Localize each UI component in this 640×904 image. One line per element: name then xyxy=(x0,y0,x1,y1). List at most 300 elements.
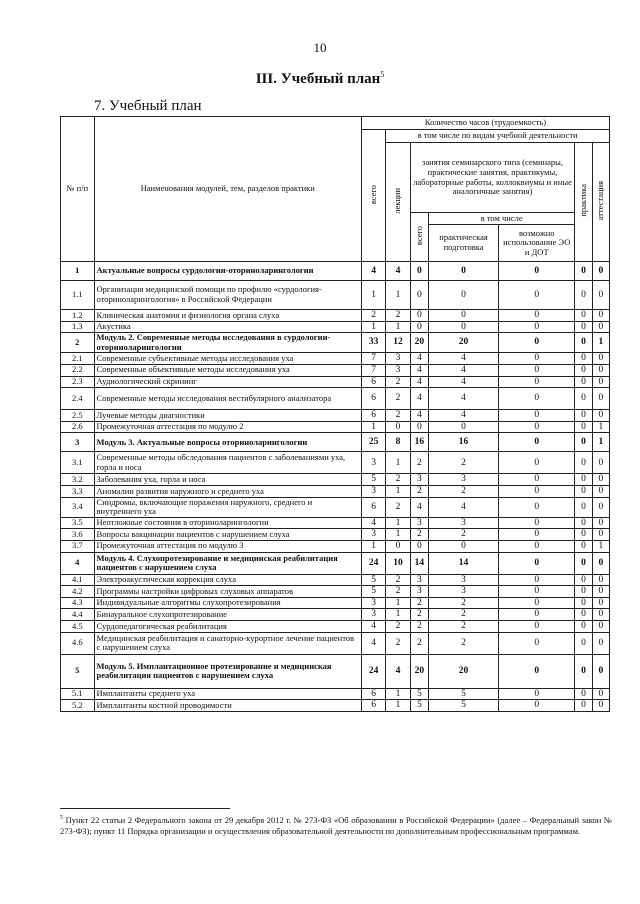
header-attestation-text: аттестация xyxy=(595,181,606,221)
cell-lec: 4 xyxy=(386,262,410,281)
cell-eo: 0 xyxy=(499,281,575,310)
cell-prac: 4 xyxy=(428,410,498,422)
cell-prac: 5 xyxy=(428,688,498,700)
cell-pr: 0 xyxy=(575,376,592,388)
cell-name: Модуль 5. Имплантационное протезирование и медицинская реабилитация пациентов с нарушением слуха xyxy=(94,654,361,688)
cell-n: 2.4 xyxy=(61,388,95,410)
cell-att: 0 xyxy=(592,281,609,310)
cell-prac: 4 xyxy=(428,364,498,376)
cell-lec: 1 xyxy=(386,452,410,474)
cell-lec: 1 xyxy=(386,597,410,609)
cell-name: Электроакустическая коррекция слуха xyxy=(94,574,361,586)
cell-pr: 0 xyxy=(575,353,592,365)
cell-n: 1 xyxy=(61,262,95,281)
cell-att: 1 xyxy=(592,540,609,552)
footnote-mark: 5 xyxy=(380,70,385,79)
cell-total: 3 xyxy=(361,609,385,621)
header-name: Наименования модулей, тем, разделов практики xyxy=(94,117,361,262)
cell-att: 0 xyxy=(592,621,609,633)
cell-lec: 3 xyxy=(386,353,410,365)
cell-eo: 0 xyxy=(499,410,575,422)
cell-total: 3 xyxy=(361,486,385,498)
cell-name: Современные методы обследования пациентов с заболеваниями уха, горла и носа xyxy=(94,452,361,474)
cell-eo: 0 xyxy=(499,700,575,712)
cell-eo: 0 xyxy=(499,333,575,353)
cell-prac: 2 xyxy=(428,452,498,474)
cell-n: 1.1 xyxy=(61,281,95,310)
cell-eo: 0 xyxy=(499,364,575,376)
cell-total: 4 xyxy=(361,621,385,633)
cell-n: 2.2 xyxy=(61,364,95,376)
header-sem-total xyxy=(410,213,428,262)
table-row xyxy=(61,529,610,541)
cell-lec: 12 xyxy=(386,333,410,353)
cell-lec: 1 xyxy=(386,281,410,310)
cell-n: 5.1 xyxy=(61,688,95,700)
header-lectures xyxy=(386,143,410,262)
cell-prac: 2 xyxy=(428,621,498,633)
table-row xyxy=(61,609,610,621)
header-eo-dot: возможно использование ЭО и ДОТ xyxy=(499,225,575,262)
cell-prac: 14 xyxy=(428,552,498,574)
cell-prac: 3 xyxy=(428,586,498,598)
table-body xyxy=(61,262,610,712)
cell-sem: 4 xyxy=(410,376,428,388)
cell-eo: 0 xyxy=(499,421,575,433)
cell-name: Аномалии развития наружного и среднего уха xyxy=(94,486,361,498)
header-hours: Количество часов (трудоемкость) xyxy=(361,117,609,130)
cell-name: Бинауральное слухопротезирование xyxy=(94,609,361,621)
cell-prac: 5 xyxy=(428,700,498,712)
table-row xyxy=(61,517,610,529)
cell-pr: 0 xyxy=(575,654,592,688)
cell-lec: 1 xyxy=(386,529,410,541)
cell-n: 2.3 xyxy=(61,376,95,388)
header-num: № п/п xyxy=(61,117,95,262)
cell-name: Клиническая анатомия и физиология органа слуха xyxy=(94,310,361,322)
cell-lec: 2 xyxy=(386,474,410,486)
table-row xyxy=(61,388,610,410)
cell-eo: 0 xyxy=(499,433,575,452)
table-row xyxy=(61,376,610,388)
cell-att: 0 xyxy=(592,632,609,654)
cell-att: 1 xyxy=(592,433,609,452)
header-sem-total-text: всего xyxy=(413,226,424,246)
cell-prac: 0 xyxy=(428,421,498,433)
cell-sem: 0 xyxy=(410,262,428,281)
cell-lec: 8 xyxy=(386,433,410,452)
cell-pr: 0 xyxy=(575,609,592,621)
table-row xyxy=(61,321,610,333)
cell-pr: 0 xyxy=(575,262,592,281)
cell-name: Модуль 4. Слухопротезирование и медицинская реабилитация пациентов с нарушением слуха xyxy=(94,552,361,574)
cell-pr: 0 xyxy=(575,529,592,541)
cell-pr: 0 xyxy=(575,688,592,700)
cell-pr: 0 xyxy=(575,333,592,353)
cell-name: Современные методы исследования вестибулярного анализатора xyxy=(94,388,361,410)
cell-total: 1 xyxy=(361,321,385,333)
footnote-text: Пункт 22 статьи 2 Федерального закона от 29 декабря 2012 г. № 273-ФЗ «Об образовании в Российской Федерации» (далее – Федеральный закон № 273-ФЗ); пункт 11 Порядка организации и осуществления образовательной деятельности по дополнительным профессиональным программам. xyxy=(60,814,612,837)
cell-total: 24 xyxy=(361,552,385,574)
cell-name: Программы настройки цифровых слуховых аппаратов xyxy=(94,586,361,598)
cell-eo: 0 xyxy=(499,452,575,474)
cell-sem: 3 xyxy=(410,586,428,598)
cell-att: 0 xyxy=(592,497,609,517)
cell-lec: 4 xyxy=(386,654,410,688)
cell-eo: 0 xyxy=(499,310,575,322)
cell-att: 0 xyxy=(592,700,609,712)
cell-prac: 20 xyxy=(428,654,498,688)
cell-name: Неотложные состояния в оториноларингологии xyxy=(94,517,361,529)
cell-total: 7 xyxy=(361,353,385,365)
cell-att: 0 xyxy=(592,517,609,529)
header-seminar: занятия семинарского типа (семинары, практические занятия, практикумы, лабораторные работы, коллоквиумы и иные аналогичные занятия) xyxy=(410,143,575,213)
cell-name: Вопросы вакцинации пациентов с нарушением слуха xyxy=(94,529,361,541)
cell-lec: 1 xyxy=(386,486,410,498)
footnote-mark-ref: 5 xyxy=(60,815,63,821)
cell-pr: 0 xyxy=(575,586,592,598)
header-practice-text: практика xyxy=(577,184,588,218)
cell-lec: 1 xyxy=(386,700,410,712)
cell-eo: 0 xyxy=(499,586,575,598)
cell-att: 0 xyxy=(592,688,609,700)
cell-att: 0 xyxy=(592,552,609,574)
cell-eo: 0 xyxy=(499,388,575,410)
footnote xyxy=(60,814,612,838)
cell-prac: 3 xyxy=(428,517,498,529)
cell-eo: 0 xyxy=(499,609,575,621)
cell-n: 3.2 xyxy=(61,474,95,486)
cell-sem: 4 xyxy=(410,388,428,410)
table-row xyxy=(61,281,610,310)
cell-total: 24 xyxy=(361,654,385,688)
cell-att: 0 xyxy=(592,609,609,621)
cell-sem: 20 xyxy=(410,654,428,688)
cell-prac: 2 xyxy=(428,609,498,621)
table-row xyxy=(61,574,610,586)
cell-prac: 2 xyxy=(428,632,498,654)
cell-total: 6 xyxy=(361,410,385,422)
module-row xyxy=(61,333,610,353)
cell-n: 5 xyxy=(61,654,95,688)
cell-sem: 4 xyxy=(410,410,428,422)
cell-att: 0 xyxy=(592,529,609,541)
cell-total: 6 xyxy=(361,376,385,388)
cell-total: 5 xyxy=(361,474,385,486)
header-total-text: всего xyxy=(367,184,378,204)
cell-eo: 0 xyxy=(499,540,575,552)
cell-att: 0 xyxy=(592,262,609,281)
cell-pr: 0 xyxy=(575,410,592,422)
footnote-divider xyxy=(60,808,230,809)
cell-prac: 0 xyxy=(428,262,498,281)
cell-lec: 1 xyxy=(386,517,410,529)
cell-att: 0 xyxy=(592,376,609,388)
cell-sem: 2 xyxy=(410,609,428,621)
cell-eo: 0 xyxy=(499,353,575,365)
cell-pr: 0 xyxy=(575,497,592,517)
cell-lec: 1 xyxy=(386,609,410,621)
table-row xyxy=(61,452,610,474)
cell-eo: 0 xyxy=(499,688,575,700)
cell-sem: 5 xyxy=(410,688,428,700)
cell-name: Заболевания уха, горла и носа xyxy=(94,474,361,486)
cell-eo: 0 xyxy=(499,262,575,281)
cell-lec: 1 xyxy=(386,688,410,700)
cell-lec: 2 xyxy=(386,376,410,388)
cell-eo: 0 xyxy=(499,654,575,688)
cell-name: Современные субъективные методы исследования уха xyxy=(94,353,361,365)
cell-prac: 3 xyxy=(428,574,498,586)
cell-prac: 2 xyxy=(428,486,498,498)
cell-n: 4.2 xyxy=(61,586,95,598)
cell-name: Лучевые методы диагностики xyxy=(94,410,361,422)
cell-att: 0 xyxy=(592,586,609,598)
cell-sem: 2 xyxy=(410,452,428,474)
cell-total: 6 xyxy=(361,688,385,700)
header-by-type: в том числе по видам учебной деятельности xyxy=(386,130,610,143)
cell-total: 4 xyxy=(361,632,385,654)
cell-sem: 0 xyxy=(410,321,428,333)
cell-name: Организация медицинской помощи по профилю «сурдология-оториноларингология» в Российской Федерации xyxy=(94,281,361,310)
cell-sem: 0 xyxy=(410,540,428,552)
cell-eo: 0 xyxy=(499,497,575,517)
table-row xyxy=(61,586,610,598)
cell-n: 2.5 xyxy=(61,410,95,422)
table-row xyxy=(61,410,610,422)
cell-name: Имплантанты костной проводимости xyxy=(94,700,361,712)
table-row xyxy=(61,353,610,365)
cell-total: 2 xyxy=(361,310,385,322)
cell-sem: 0 xyxy=(410,310,428,322)
cell-n: 2.1 xyxy=(61,353,95,365)
cell-n: 2.6 xyxy=(61,421,95,433)
cell-lec: 2 xyxy=(386,574,410,586)
cell-eo: 0 xyxy=(499,486,575,498)
table-row xyxy=(61,497,610,517)
module-row xyxy=(61,654,610,688)
cell-name: Промежуточная аттестация по модулю 2 xyxy=(94,421,361,433)
cell-eo: 0 xyxy=(499,376,575,388)
cell-att: 0 xyxy=(592,486,609,498)
cell-total: 3 xyxy=(361,452,385,474)
cell-sem: 4 xyxy=(410,353,428,365)
cell-att: 0 xyxy=(592,597,609,609)
cell-lec: 0 xyxy=(386,421,410,433)
cell-lec: 0 xyxy=(386,540,410,552)
cell-sem: 3 xyxy=(410,574,428,586)
cell-eo: 0 xyxy=(499,574,575,586)
cell-lec: 2 xyxy=(386,388,410,410)
cell-total: 6 xyxy=(361,700,385,712)
cell-sem: 3 xyxy=(410,474,428,486)
header-practical: практическая подготовка xyxy=(428,225,498,262)
cell-sem: 20 xyxy=(410,333,428,353)
cell-name: Промежуточная аттестация по модулю 3 xyxy=(94,540,361,552)
cell-prac: 0 xyxy=(428,310,498,322)
cell-name: Аудиологический скрининг xyxy=(94,376,361,388)
cell-sem: 16 xyxy=(410,433,428,452)
cell-prac: 2 xyxy=(428,597,498,609)
cell-att: 0 xyxy=(592,474,609,486)
cell-pr: 0 xyxy=(575,281,592,310)
page-number: 10 xyxy=(313,40,327,55)
cell-name: Акустика xyxy=(94,321,361,333)
cell-prac: 0 xyxy=(428,540,498,552)
cell-eo: 0 xyxy=(499,321,575,333)
cell-total: 33 xyxy=(361,333,385,353)
cell-att: 0 xyxy=(592,654,609,688)
cell-sem: 4 xyxy=(410,497,428,517)
cell-n: 4.4 xyxy=(61,609,95,621)
cell-pr: 0 xyxy=(575,621,592,633)
table-row xyxy=(61,474,610,486)
cell-prac: 3 xyxy=(428,474,498,486)
cell-sem: 2 xyxy=(410,621,428,633)
cell-pr: 0 xyxy=(575,364,592,376)
cell-prac: 0 xyxy=(428,281,498,310)
cell-prac: 2 xyxy=(428,529,498,541)
cell-eo: 0 xyxy=(499,632,575,654)
cell-pr: 0 xyxy=(575,517,592,529)
cell-sem: 2 xyxy=(410,486,428,498)
table-row xyxy=(61,421,610,433)
cell-sem: 4 xyxy=(410,364,428,376)
cell-lec: 2 xyxy=(386,586,410,598)
cell-n: 4.6 xyxy=(61,632,95,654)
cell-sem: 2 xyxy=(410,632,428,654)
header-attestation xyxy=(592,143,609,262)
cell-n: 3.7 xyxy=(61,540,95,552)
cell-n: 3.6 xyxy=(61,529,95,541)
cell-name: Актуальные вопросы сурдологии-оториноларингологии xyxy=(94,262,361,281)
cell-eo: 0 xyxy=(499,517,575,529)
cell-total: 5 xyxy=(361,574,385,586)
cell-pr: 0 xyxy=(575,597,592,609)
cell-n: 1.2 xyxy=(61,310,95,322)
table-row xyxy=(61,632,610,654)
cell-pr: 0 xyxy=(575,540,592,552)
header-lectures-text: лекции xyxy=(392,187,403,214)
cell-n: 4.5 xyxy=(61,621,95,633)
cell-att: 0 xyxy=(592,310,609,322)
cell-name: Современные объективные методы исследования уха xyxy=(94,364,361,376)
cell-sem: 2 xyxy=(410,597,428,609)
cell-pr: 0 xyxy=(575,421,592,433)
cell-sem: 14 xyxy=(410,552,428,574)
cell-n: 4.1 xyxy=(61,574,95,586)
cell-att: 0 xyxy=(592,452,609,474)
cell-att: 0 xyxy=(592,321,609,333)
curriculum-table xyxy=(60,116,610,712)
section-title-text: III. Учебный план xyxy=(255,71,381,87)
cell-pr: 0 xyxy=(575,452,592,474)
table-row xyxy=(61,486,610,498)
cell-pr: 0 xyxy=(575,321,592,333)
cell-pr: 0 xyxy=(575,700,592,712)
cell-total: 1 xyxy=(361,540,385,552)
table-row xyxy=(61,700,610,712)
module-row xyxy=(61,433,610,452)
cell-pr: 0 xyxy=(575,552,592,574)
table-row xyxy=(61,364,610,376)
cell-n: 3.1 xyxy=(61,452,95,474)
cell-name: Сурдопедагогическая реабилитация xyxy=(94,621,361,633)
cell-sem: 5 xyxy=(410,700,428,712)
cell-eo: 0 xyxy=(499,597,575,609)
cell-pr: 0 xyxy=(575,574,592,586)
cell-n: 3.3 xyxy=(61,486,95,498)
cell-pr: 0 xyxy=(575,310,592,322)
cell-lec: 10 xyxy=(386,552,410,574)
cell-total: 6 xyxy=(361,497,385,517)
plan-title: 7. Учебный план xyxy=(94,98,202,114)
cell-prac: 20 xyxy=(428,333,498,353)
cell-total: 3 xyxy=(361,597,385,609)
cell-name: Имплантанты среднего уха xyxy=(94,688,361,700)
table-row xyxy=(61,621,610,633)
module-row xyxy=(61,552,610,574)
cell-n: 3.5 xyxy=(61,517,95,529)
cell-lec: 2 xyxy=(386,632,410,654)
cell-total: 25 xyxy=(361,433,385,452)
cell-lec: 2 xyxy=(386,621,410,633)
table-row xyxy=(61,597,610,609)
cell-pr: 0 xyxy=(575,474,592,486)
cell-n: 2 xyxy=(61,333,95,353)
cell-att: 0 xyxy=(592,364,609,376)
cell-total: 4 xyxy=(361,517,385,529)
cell-n: 4.3 xyxy=(61,597,95,609)
cell-pr: 0 xyxy=(575,433,592,452)
cell-att: 1 xyxy=(592,333,609,353)
table-row xyxy=(61,540,610,552)
header-total xyxy=(361,130,385,262)
table-row xyxy=(61,310,610,322)
cell-prac: 4 xyxy=(428,376,498,388)
cell-name: Синдромы, включающие поражения наружного, среднего и внутреннего уха xyxy=(94,497,361,517)
module-row xyxy=(61,262,610,281)
cell-eo: 0 xyxy=(499,621,575,633)
cell-sem: 0 xyxy=(410,281,428,310)
cell-eo: 0 xyxy=(499,474,575,486)
header-incl: в том числе xyxy=(428,213,574,225)
cell-pr: 0 xyxy=(575,388,592,410)
cell-att: 0 xyxy=(592,353,609,365)
cell-sem: 2 xyxy=(410,529,428,541)
cell-att: 0 xyxy=(592,410,609,422)
table-row xyxy=(61,688,610,700)
cell-eo: 0 xyxy=(499,529,575,541)
cell-eo: 0 xyxy=(499,552,575,574)
cell-sem: 0 xyxy=(410,421,428,433)
cell-name: Медицинская реабилитация и санаторно-курортное лечение пациентов с нарушением слуха xyxy=(94,632,361,654)
cell-lec: 2 xyxy=(386,497,410,517)
cell-total: 7 xyxy=(361,364,385,376)
cell-n: 1.3 xyxy=(61,321,95,333)
cell-total: 1 xyxy=(361,281,385,310)
header-practice xyxy=(575,143,592,262)
cell-lec: 1 xyxy=(386,321,410,333)
cell-sem: 3 xyxy=(410,517,428,529)
cell-name: Модуль 2. Современные методы исследования в сурдологии-оториноларингологии xyxy=(94,333,361,353)
cell-total: 6 xyxy=(361,388,385,410)
cell-lec: 3 xyxy=(386,364,410,376)
cell-pr: 0 xyxy=(575,486,592,498)
cell-total: 4 xyxy=(361,262,385,281)
cell-prac: 4 xyxy=(428,497,498,517)
cell-prac: 4 xyxy=(428,353,498,365)
